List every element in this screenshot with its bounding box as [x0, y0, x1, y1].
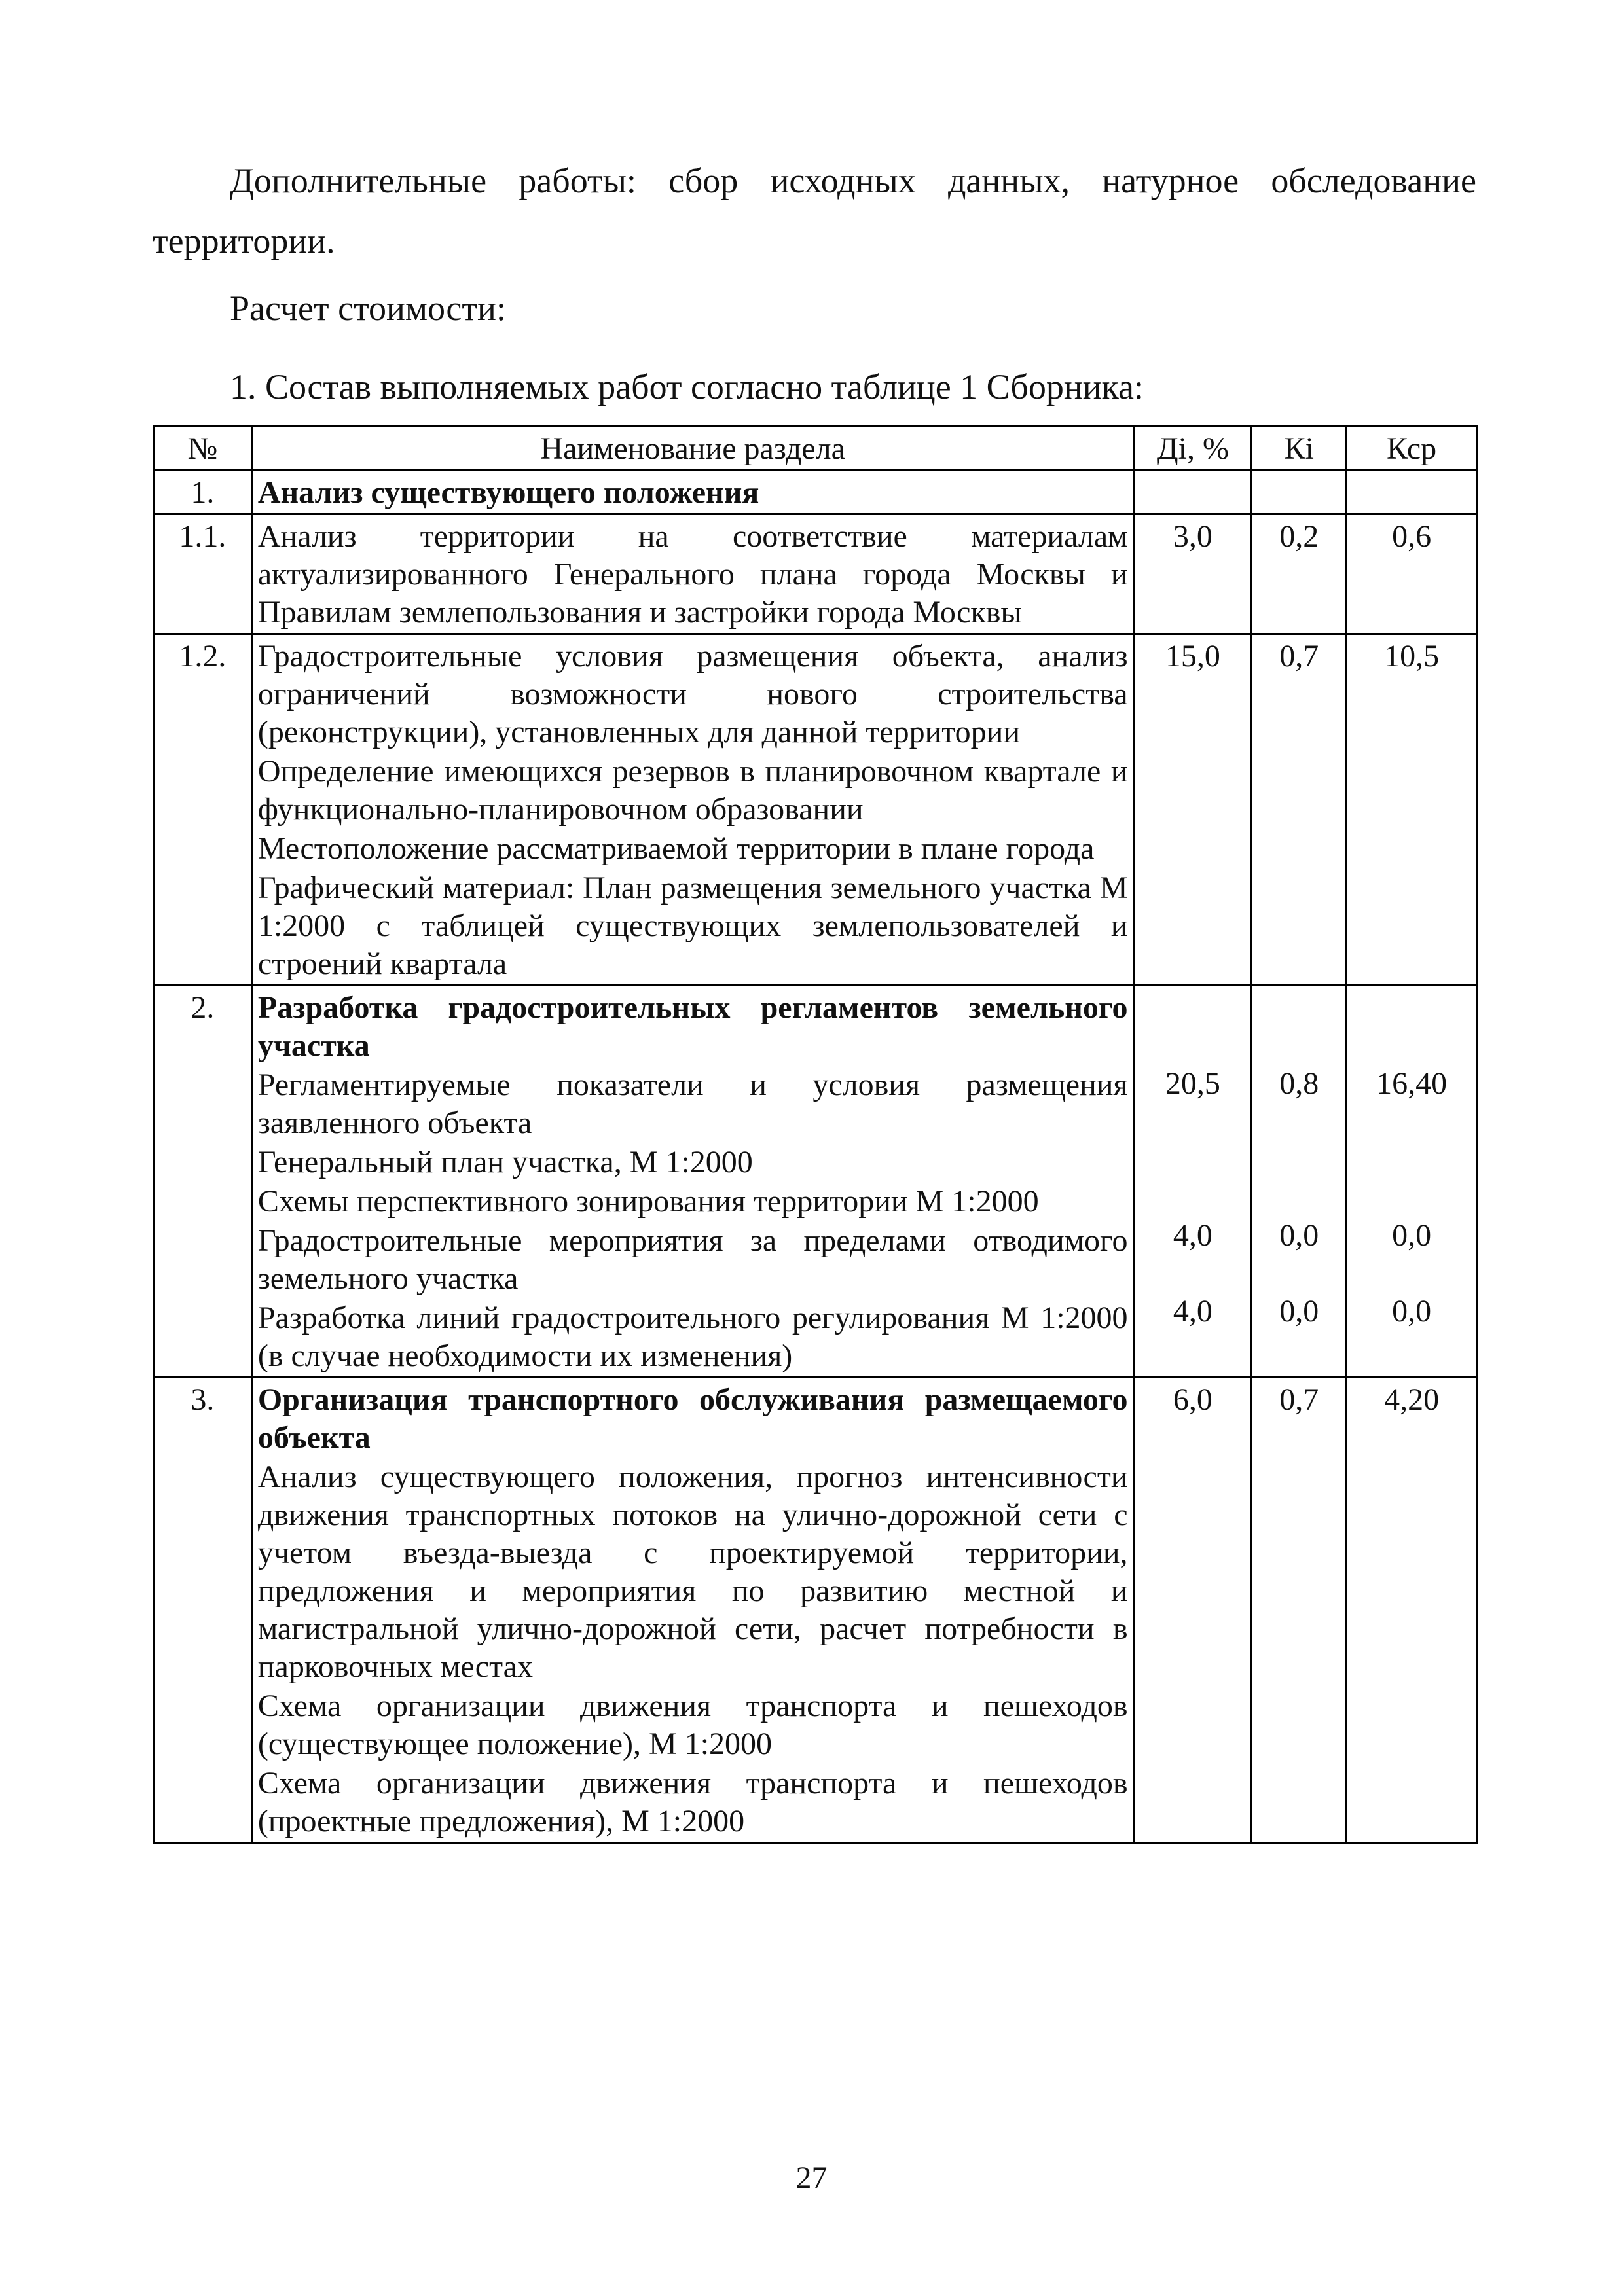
row-number: 1.	[154, 471, 252, 514]
ki-value: 0,8	[1279, 1066, 1319, 1101]
di-value: 15,0	[1134, 634, 1252, 986]
item-text: Анализ существующего положения, прогноз интенсивности движения транспортных потоков на улично-дорожной сети с учетом въезда-выезда с проектируемой территории, предложения и мероприятия по развитию местной и магистральной улично-дорожной сети, расчет потребности в парковочных местах	[257, 1460, 1128, 1684]
kcp-value: 0,0	[1392, 1218, 1432, 1253]
row-number: 3.	[154, 1378, 252, 1843]
works-table	[153, 425, 1478, 1844]
table-row	[154, 471, 1477, 514]
item-text: Разработка линий градостроительного регулирования М 1:2000 (в случае необходимости их изменения)	[257, 1300, 1128, 1373]
row-number: 1.1.	[154, 514, 252, 634]
row-number: 2.	[154, 986, 252, 1378]
ki-value: 0,0	[1279, 1218, 1319, 1253]
section-title: Анализ существующего положения	[257, 475, 759, 510]
row-number: 1.2.	[154, 634, 252, 986]
ki-value: 0,2	[1252, 514, 1347, 634]
item-text: Графический материал: План размещения земельного участка М 1:2000 с таблицей существующих землепользователей и строений квартала	[257, 870, 1128, 981]
row-description	[251, 986, 1134, 1378]
kcp-value: 0,6	[1347, 514, 1477, 634]
header-kcp: Кср	[1347, 427, 1477, 471]
item-text: Схема организации движения транспорта и пешеходов (существующее положение), М 1:2000	[257, 1689, 1128, 1761]
item-text: Схема организации движения транспорта и пешеходов (проектные предложения), М 1:2000	[257, 1766, 1128, 1839]
row-description	[251, 514, 1134, 634]
row-description	[251, 1378, 1134, 1843]
table-header-row	[154, 427, 1477, 471]
table-row	[154, 986, 1477, 1378]
item-text: Определение имеющихся резервов в планировочном квартале и функционально-планировочном образовании	[257, 754, 1128, 827]
composition-heading: 1. Состав выполняемых работ согласно таблице 1 Сборника:	[230, 367, 1144, 406]
header-ki: Кi	[1252, 427, 1347, 471]
kcp-value: 10,5	[1347, 634, 1477, 986]
item-text: Градостроительные мероприятия за пределами отводимого земельного участка	[257, 1223, 1128, 1296]
item-text: Схемы перспективного зонирования территории М 1:2000	[257, 1184, 1039, 1219]
di-value: 4,0	[1173, 1294, 1213, 1329]
kcp-value: 0,0	[1392, 1294, 1432, 1329]
di-value: 4,0	[1173, 1218, 1213, 1253]
row-description	[251, 634, 1134, 986]
di-values	[1134, 986, 1252, 1378]
table-row	[154, 1378, 1477, 1843]
header-num: №	[154, 427, 252, 471]
table-row	[154, 634, 1477, 986]
kcp-value: 4,20	[1347, 1378, 1477, 1843]
kcp-values	[1347, 986, 1477, 1378]
item-text: Анализ территории на соответствие материалам актуализированного Генерального плана города Москвы и Правилам землепользования и застройки города Москвы	[257, 519, 1128, 630]
ki-values	[1252, 986, 1347, 1378]
item-text: Градостроительные условия размещения объекта, анализ ограничений возможности нового строительства (реконструкции), установленных для данной территории	[257, 639, 1128, 749]
item-text: Местоположение рассматриваемой территории в плане города	[257, 831, 1095, 866]
page-number: 27	[795, 2161, 828, 2195]
section-title: Разработка градостроительных регламентов земельного участка	[257, 990, 1128, 1063]
cost-calculation-heading: Расчет стоимости:	[230, 289, 506, 328]
ki-value: 0,7	[1252, 1378, 1347, 1843]
section-title: Организация транспортного обслуживания размещаемого объекта	[257, 1382, 1128, 1455]
item-text: Генеральный план участка, М 1:2000	[257, 1145, 753, 1179]
di-value: 20,5	[1165, 1066, 1220, 1101]
ki-value: 0,0	[1279, 1294, 1319, 1329]
kcp-value: 16,40	[1376, 1066, 1448, 1101]
additional-works-paragraph: Дополнительные работы: сбор исходных данных, натурное обследование территории.	[153, 161, 1476, 260]
ki-value: 0,7	[1252, 634, 1347, 986]
table-row	[154, 514, 1477, 634]
row-section-title	[251, 471, 1134, 514]
header-name: Наименование раздела	[251, 427, 1134, 471]
item-text: Регламентируемые показатели и условия размещения заявленного объекта	[257, 1067, 1128, 1140]
di-value: 3,0	[1134, 514, 1252, 634]
header-di: Дi, %	[1134, 427, 1252, 471]
di-value: 6,0	[1134, 1378, 1252, 1843]
